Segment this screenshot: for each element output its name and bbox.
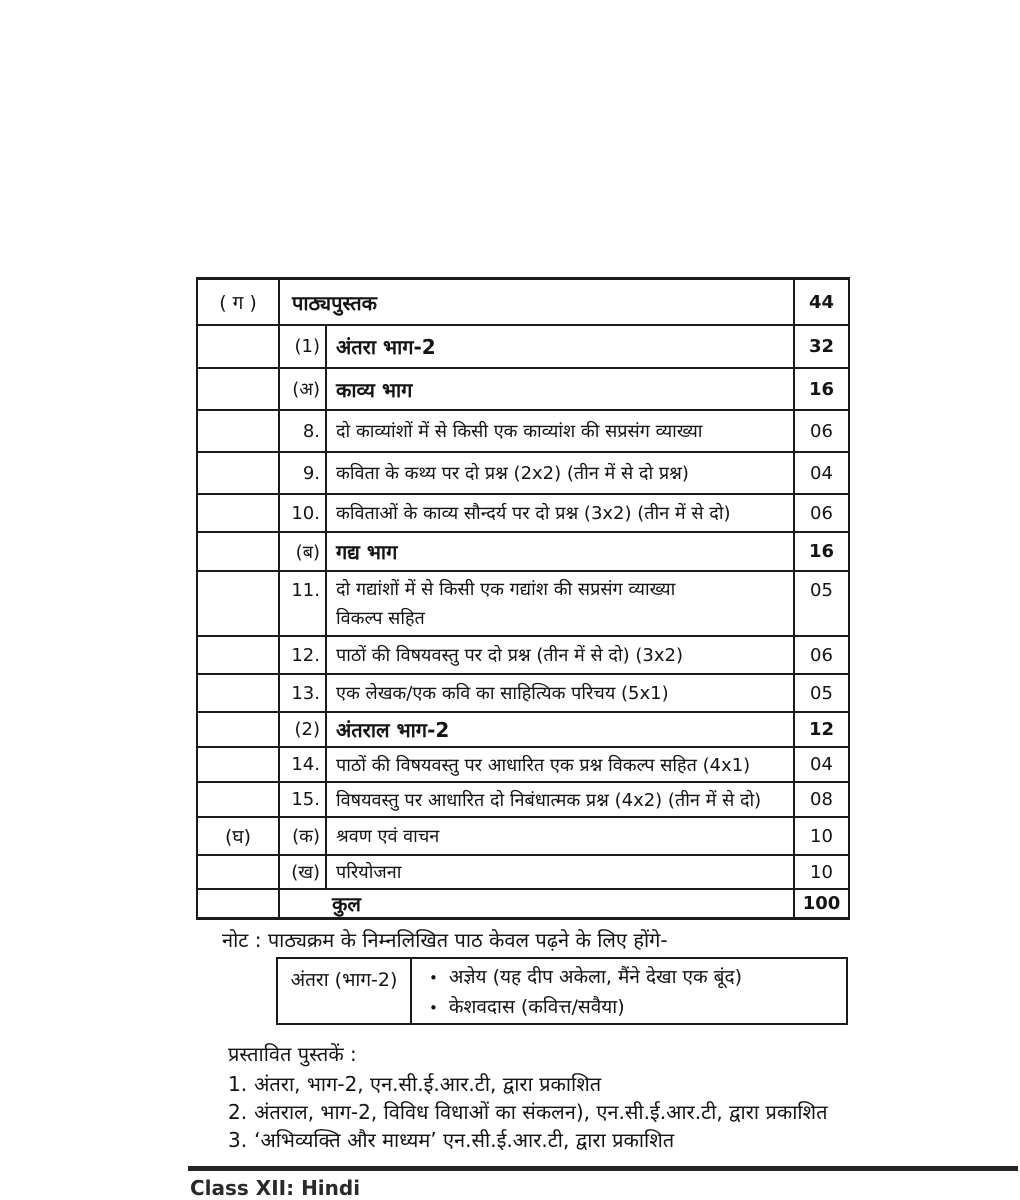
book-item-text: ‘अभिव्यक्ति और माध्यम’ एन.सी.ई.आर.टी, द्वारा प्रकाशित: [254, 1128, 675, 1152]
description-cell: [327, 572, 795, 635]
item-number-cell: 9.: [280, 453, 327, 493]
item-number-cell: 13.: [280, 675, 327, 711]
table-row: [198, 856, 848, 890]
section-label-cell: [198, 572, 280, 635]
description-cell: कविता के कथ्य पर दो प्रश्न (2x2) (तीन में से दो प्रश्न): [327, 453, 795, 493]
footer-rule: [188, 1166, 1018, 1171]
total-label-cell: कुल: [280, 890, 795, 917]
table-row: [198, 783, 848, 818]
section-label-cell: [198, 453, 280, 493]
section-label-cell: ( ग ): [198, 280, 280, 324]
item-number-cell: (ख): [280, 856, 327, 888]
item-number-cell: 15.: [280, 783, 327, 816]
marks-cell: 08: [810, 789, 833, 810]
bullet-icon: •: [429, 999, 438, 1017]
section-label-cell: [198, 713, 280, 746]
item-number-cell: (क): [280, 818, 327, 854]
table-row: [198, 280, 848, 326]
marks-cell: 04: [810, 462, 833, 484]
footer-clipped-text: [190, 1176, 550, 1200]
marks-cell: 16: [808, 541, 835, 562]
footer-text: Class XII: Hindi: [190, 1176, 361, 1200]
table-row: [198, 495, 848, 533]
description-line1: दो गद्यांशों में से किसी एक गद्यांश की सप्रसंग व्याख्या: [336, 578, 676, 600]
section-label-cell: [198, 890, 280, 917]
suggested-books-heading: प्रस्तावित पुस्तकें :: [228, 1042, 357, 1066]
table-row: [198, 713, 848, 748]
section-label-cell: [198, 411, 280, 451]
reading-item: [429, 993, 846, 1023]
description-cell: परियोजना: [327, 856, 795, 888]
book-item-text: अंतरा, भाग-2, एन.सी.ई.आर.टी, द्वारा प्रकाशित: [254, 1072, 602, 1096]
book-item-text: अंतराल, भाग-2, विविध विधाओं का संकलन), एन.सी.ई.आर.टी, द्वारा प्रकाशित: [254, 1100, 828, 1124]
book-item-number: 3.: [228, 1128, 248, 1152]
reading-item-text: केशवदास (कवित्त/सवैया): [448, 996, 625, 1018]
book-name-cell: अंतरा (भाग-2): [278, 959, 412, 1023]
marks-cell: 12: [808, 719, 835, 740]
item-number-cell: 8.: [280, 411, 327, 451]
reading-item-text: अज्ञेय (यह दीप अकेला, मैंने देखा एक बूंद): [448, 966, 743, 988]
marks-cell: 06: [810, 420, 833, 442]
item-number-cell: 12.: [280, 637, 327, 673]
book-item-number: 1.: [228, 1072, 248, 1096]
bullet-icon: •: [429, 969, 438, 987]
section-label-cell: [198, 326, 280, 367]
marks-cell: 32: [808, 336, 835, 357]
table-row: [198, 675, 848, 713]
description-cell: पाठ्यपुस्तक: [280, 280, 795, 324]
table-row: [198, 369, 848, 411]
description-cell: कविताओं के काव्य सौन्दर्य पर दो प्रश्न (3x2) (तीन में से दो): [327, 495, 795, 531]
item-number-cell: (1): [280, 326, 327, 367]
marks-cell: 05: [810, 580, 833, 601]
section-label-cell: [198, 748, 280, 781]
section-label-cell: [198, 783, 280, 816]
item-number-cell: 14.: [280, 748, 327, 781]
item-number-cell: 11.: [280, 572, 327, 635]
suggested-books-section: [228, 1040, 828, 1154]
table-row: [198, 748, 848, 783]
suggested-book-item: [228, 1126, 828, 1154]
section-label-cell: [198, 495, 280, 531]
item-number-cell: (2): [280, 713, 327, 746]
description-cell: अंतरा भाग-2: [327, 326, 795, 367]
marks-cell: 10: [810, 825, 833, 847]
marks-cell: 05: [810, 682, 833, 704]
marks-cell: 44: [808, 291, 835, 313]
description-cell: पाठों की विषयवस्तु पर आधारित एक प्रश्न विकल्प सहित (4x1): [327, 748, 795, 781]
table-row: [198, 411, 848, 453]
table-row-total: [198, 890, 848, 917]
total-marks-cell: 100: [802, 893, 841, 914]
note-heading: नोट : पाठ्यक्रम के निम्नलिखित पाठ केवल पढ़ने के लिए होंगे-: [222, 928, 668, 952]
marks-cell: 10: [810, 861, 833, 883]
description-cell: श्रवण एवं वाचन: [327, 818, 795, 854]
table-row: [198, 533, 848, 572]
section-label-cell: [198, 675, 280, 711]
readonly-items-cell: [412, 959, 846, 1023]
table-row: [198, 818, 848, 856]
marks-cell: 16: [808, 378, 835, 400]
item-number-cell: (ब): [280, 533, 327, 570]
description-cell: विषयवस्तु पर आधारित दो निबंधात्मक प्रश्न (4x2) (तीन में से दो): [327, 783, 795, 816]
marks-cell: 04: [810, 754, 833, 775]
description-cell: दो काव्यांशों में से किसी एक काव्यांश की सप्रसंग व्याख्या: [327, 411, 795, 451]
book-item-number: 2.: [228, 1100, 248, 1124]
section-label-cell: [198, 856, 280, 888]
description-cell: अंतराल भाग-2: [327, 713, 795, 746]
table-row: [198, 637, 848, 675]
reading-item: [429, 963, 846, 993]
section-label-cell: [198, 369, 280, 409]
description-cell: काव्य भाग: [327, 369, 795, 409]
description-line2: विकल्प सहित: [336, 607, 425, 629]
marks-cell: 06: [810, 644, 833, 666]
section-label-cell: [198, 533, 280, 570]
table-row: [198, 572, 848, 637]
suggested-book-item: [228, 1070, 828, 1098]
suggested-book-item: [228, 1098, 828, 1126]
section-label-cell: (घ): [198, 818, 280, 854]
description-cell: पाठों की विषयवस्तु पर दो प्रश्न (तीन में से दो) (3x2): [327, 637, 795, 673]
description-cell: गद्य भाग: [327, 533, 795, 570]
marks-cell: 06: [810, 502, 833, 524]
table-row: [198, 453, 848, 495]
section-label-cell: [198, 637, 280, 673]
item-number-cell: (अ): [280, 369, 327, 409]
marks-table: [196, 277, 850, 920]
item-number-cell: 10.: [280, 495, 327, 531]
table-row: [198, 326, 848, 369]
readonly-texts-table: [276, 957, 848, 1025]
description-cell: एक लेखक/एक कवि का साहित्यिक परिचय (5x1): [327, 675, 795, 711]
